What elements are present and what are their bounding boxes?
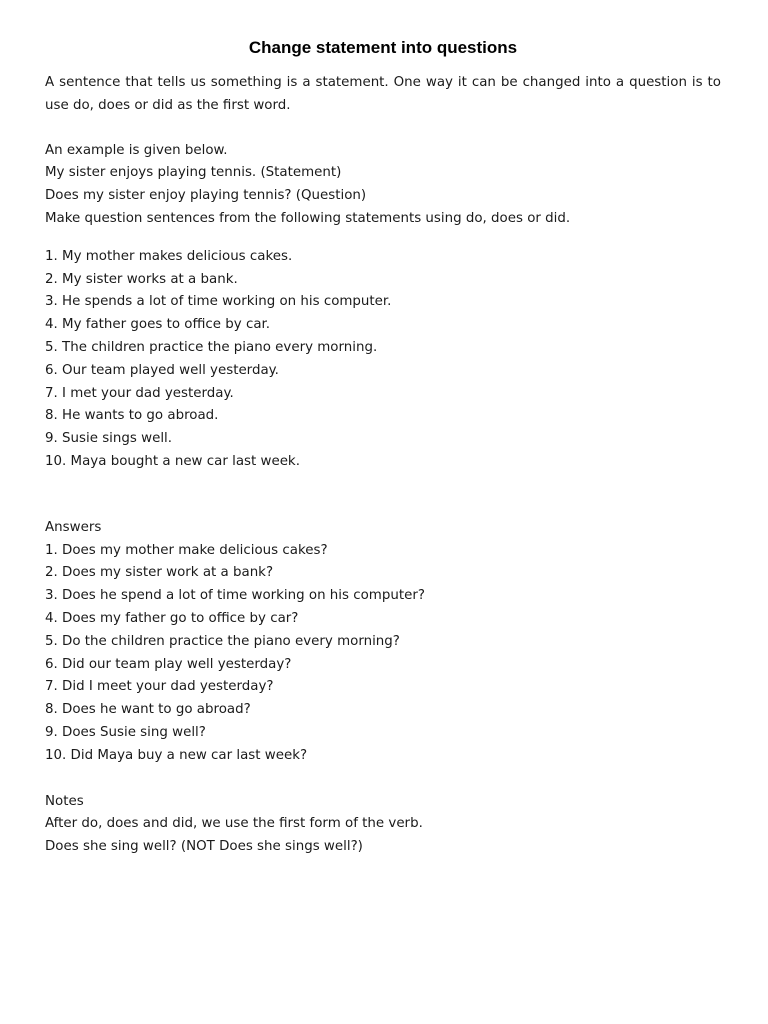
answer-item: 2. Does my sister work at a bank? bbox=[45, 565, 274, 581]
document-page bbox=[45, 36, 721, 859]
statement-item: 3. He spends a lot of time working on his computer. bbox=[45, 294, 392, 310]
example-question: Does my sister enjoy playing tennis? (Question) bbox=[45, 188, 367, 204]
intro-paragraph: A sentence that tells us something is a statement. One way it can be changed into a question is to use do, does or did as the first word. bbox=[45, 75, 721, 113]
statement-item: 6. Our team played well yesterday. bbox=[45, 362, 279, 378]
notes-line: Does she sing well? (NOT Does she sings well?) bbox=[45, 839, 363, 855]
example-section bbox=[45, 140, 721, 231]
statement-item: 4. My father goes to office by car. bbox=[45, 317, 271, 333]
statement-item: 2. My sister works at a bank. bbox=[45, 271, 238, 287]
answer-item: 10. Did Maya buy a new car last week? bbox=[45, 747, 308, 763]
answers-section bbox=[45, 517, 721, 768]
example-heading: An example is given below. bbox=[45, 142, 228, 158]
statement-item: 9. Susie sings well. bbox=[45, 431, 173, 447]
answer-item: 6. Did our team play well yesterday? bbox=[45, 656, 292, 672]
answer-item: 9. Does Susie sing well? bbox=[45, 724, 206, 740]
notes-section bbox=[45, 791, 721, 859]
answers-list bbox=[45, 540, 721, 768]
statement-item: 7. I met your dad yesterday. bbox=[45, 385, 234, 401]
page-title: Change statement into questions bbox=[248, 38, 518, 57]
statement-item: 8. He wants to go abroad. bbox=[45, 408, 219, 424]
statement-item: 5. The children practice the piano every morning. bbox=[45, 339, 378, 355]
statements-list bbox=[45, 246, 721, 474]
notes-heading: Notes bbox=[45, 793, 84, 809]
answer-item: 1. Does my mother make delicious cakes? bbox=[45, 542, 328, 558]
notes-line: After do, does and did, we use the first form of the verb. bbox=[45, 816, 423, 832]
answer-item: 5. Do the children practice the piano every morning? bbox=[45, 633, 400, 649]
statement-item: 10. Maya bought a new car last week. bbox=[45, 453, 300, 469]
answer-item: 4. Does my father go to office by car? bbox=[45, 610, 299, 626]
example-statement: My sister enjoys playing tennis. (Statement) bbox=[45, 165, 342, 181]
answer-item: 7. Did I meet your dad yesterday? bbox=[45, 679, 274, 695]
answer-item: 8. Does he want to go abroad? bbox=[45, 702, 251, 718]
statement-item: 1. My mother makes delicious cakes. bbox=[45, 248, 293, 264]
instruction-text: Make question sentences from the following statements using do, does or did. bbox=[45, 210, 571, 226]
answer-item: 3. Does he spend a lot of time working on his computer? bbox=[45, 588, 425, 604]
answers-heading: Answers bbox=[45, 519, 102, 535]
